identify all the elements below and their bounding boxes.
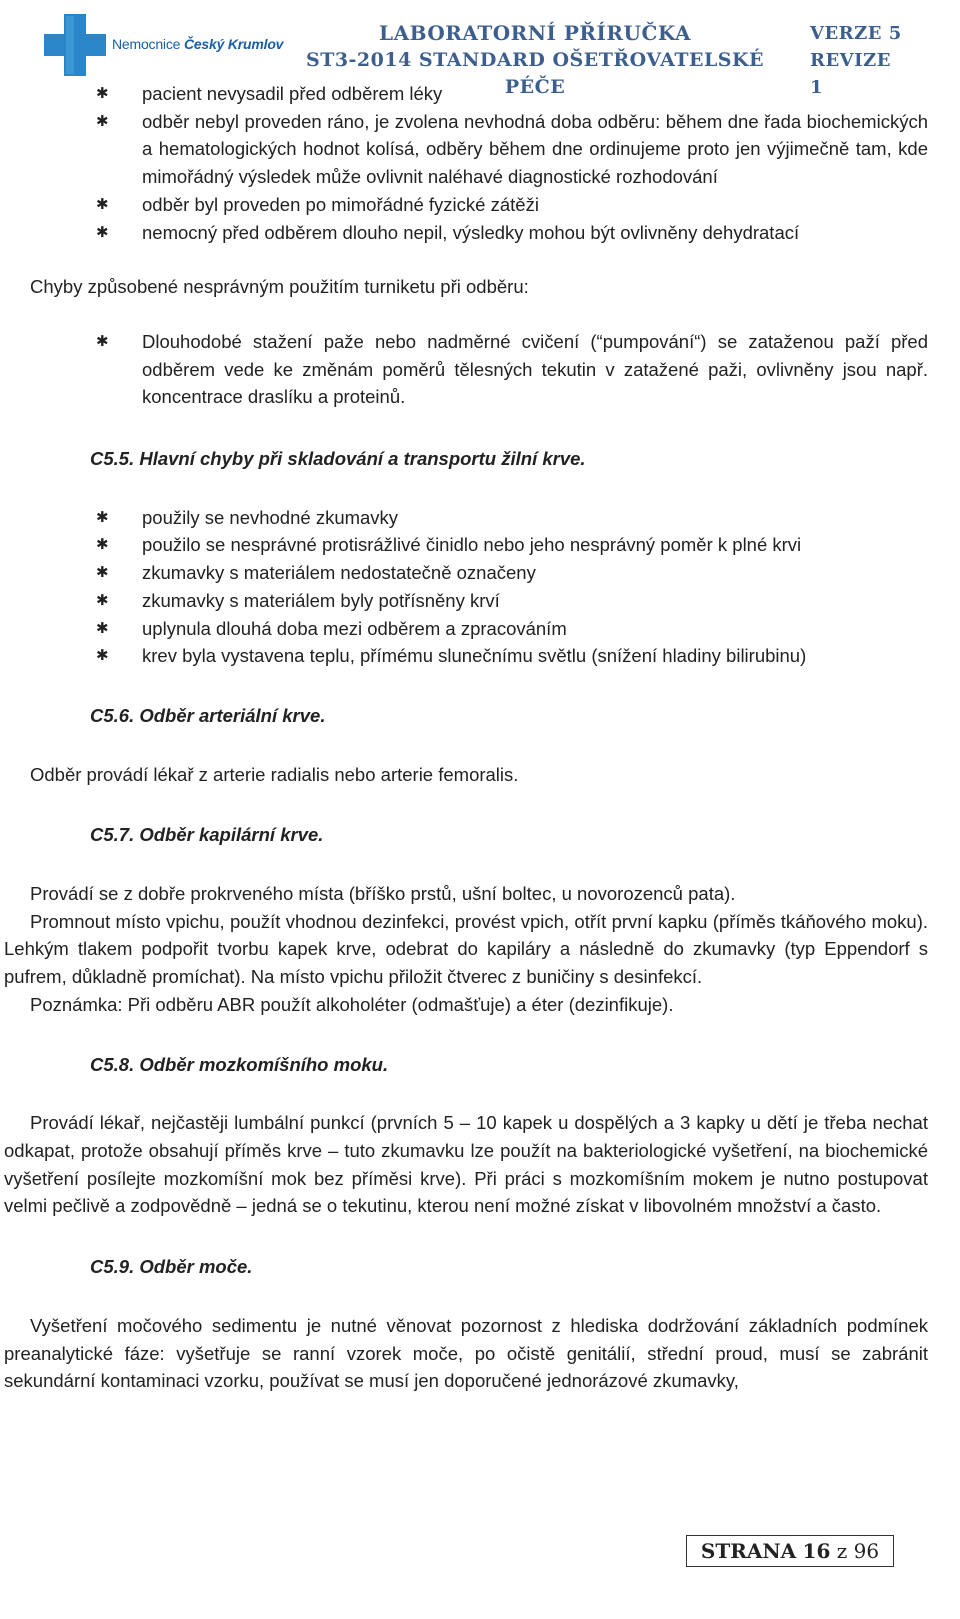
list-item-text: nemocný před odběrem dlouho nepil, výsledky mohou být ovlivněny dehydratací	[142, 221, 800, 243]
asterisk-bullet-icon: ✱	[96, 536, 109, 554]
header-revision: REVIZE 1	[810, 50, 891, 98]
list-item	[0, 559, 960, 587]
section-heading-c5-9: C5.9. Odběr moče.	[90, 1256, 253, 1278]
logo-brand: Český Krumlov	[183, 36, 284, 52]
arterial-text: Odběr provádí lékař z arterie radialis nebo arterie femoralis.	[30, 763, 519, 785]
list-item-text: pacient nevysadil před odběrem léky	[142, 83, 443, 104]
asterisk-bullet-icon: ✱	[96, 619, 109, 637]
list-item	[0, 531, 960, 559]
section-heading-c5-5: C5.5. Hlavní chyby při skladování a transportu žilní krve.	[90, 448, 586, 470]
list-item-text: odběr nebyl proveden ráno, je zvolena nevhodná doba odběru: během dne řada biochemických a hematologických hodnot kolísá, odběry během dne ordinujeme proto jen výjimečně tam, kde mimořádný výsledek může ovlivnit naléhavé diagnostické rozhodování	[142, 110, 928, 188]
list-item	[0, 642, 960, 670]
list-item	[0, 191, 960, 219]
capillary-paragraph-2: Promnout místo vpichu, použít vhodnou dezinfekci, provést vpich, otřít první kapku (příměs tkáňového moku). Lehkým tlakem podpořit tvorbu kapek krve, odebrat do kapiláry a následně do zkumavky (typ Eppendorf s pufrem, důkladně promíchat). Na místo vpichu přiložit čtverec z buničiny s desinfekcí.	[4, 910, 928, 988]
page-of: z	[836, 1539, 848, 1563]
header-title-line2: ST3-2014 STANDARD OŠETŘOVATELSKÉ PÉČE	[305, 49, 765, 98]
asterisk-bullet-icon: ✱	[96, 508, 109, 526]
urine-paragraph: Vyšetření močového sedimentu je nutné věnovat pozornost z hlediska dodržování základních podmínek preanalytické fáze: vyšetřuje se ranní vzorek moče, po očistě genitálií, střední proud, musí se zabránit sekundární kontaminaci vzorku, používat se musí jen doporučené jednorázové zkumavky,	[4, 1314, 928, 1392]
list-item	[0, 615, 960, 643]
asterisk-bullet-icon: ✱	[96, 85, 109, 102]
section-heading-c5-6: C5.6. Odběr arteriální krve.	[90, 704, 326, 726]
asterisk-bullet-icon: ✱	[96, 564, 109, 582]
capillary-note: Poznámka: Při odběru ABR použít alkoholéter (odmašťuje) a éter (dezinfikuje).	[30, 993, 674, 1015]
asterisk-bullet-icon: ✱	[96, 647, 109, 665]
capillary-paragraph-1: Provádí se z dobře prokrveného místa (bříško prstů, ušní boltec, u novorozenců pata).	[30, 883, 736, 905]
logo-prefix: Nemocnice	[112, 36, 181, 52]
csf-paragraph: Provádí lékař, nejčastěji lumbální punkcí (prvních 5 – 10 kapek u dospělých a 3 kapky u dětí je třeba nechat odkapat, protože obsahují příměs krve – tuto zkumavku lze použít na bakteriologické vyšetření, na biochemické vyšetření posílejte mozkomíšní mok bez příměsi krve). Při práci s mozkomíšním mokem je nutno postupovat velmi pečlivě a zodpovědně – jedná se o tekutinu, kterou není možné získat v libovolném množství a často.	[4, 1112, 928, 1217]
list-item	[0, 504, 960, 532]
header-title-line1: LABORATORNÍ PŘÍRUČKA	[379, 21, 691, 45]
document-body	[0, 78, 960, 1395]
tourniquet-heading: Chyby způsobené nesprávným použitím turniketu při odběru:	[30, 276, 529, 298]
asterisk-bullet-icon: ✱	[96, 591, 109, 609]
page-total: 96	[853, 1539, 880, 1563]
page-label: STRANA	[700, 1539, 797, 1563]
list-item	[0, 587, 960, 615]
list-item-text: Dlouhodobé stažení paže nebo nadměrné cvičení (“pumpování“) se zataženou paží před odběrem vede ke změnám poměrů tělesných tekutin v zatažené paži, ovlivněny jsou např. koncentrace draslíku a proteinů.	[142, 330, 928, 408]
page-number-box	[686, 1535, 894, 1567]
list-item-text: použily se nevhodné zkumavky	[142, 506, 399, 528]
logo-text	[112, 36, 283, 52]
section-heading-c5-8: C5.8. Odběr mozkomíšního moku.	[90, 1053, 389, 1075]
asterisk-bullet-icon: ✱	[96, 112, 109, 130]
list-item-text: uplynula dlouhá doba mezi odběrem a zpracováním	[142, 617, 567, 639]
list-item-text: použilo se nesprávné protisrážlivé činidlo nebo jeho nesprávný poměr k plné krvi	[142, 534, 802, 556]
list-item	[0, 80, 960, 108]
section-heading-c5-7: C5.7. Odběr kapilární krve.	[90, 824, 324, 846]
asterisk-bullet-icon: ✱	[96, 332, 109, 350]
list-item-text: krev byla vystavena teplu, přímému slunečnímu světlu (snížení hladiny bilirubinu)	[142, 645, 807, 667]
hospital-cross-logo-icon	[44, 14, 106, 76]
asterisk-bullet-icon: ✱	[96, 195, 109, 213]
header-version: VERZE 5	[810, 23, 902, 44]
page-current: 16	[802, 1539, 831, 1563]
list-item-text: zkumavky s materiálem nedostatečně označeny	[142, 562, 536, 584]
list-item	[0, 328, 960, 411]
asterisk-bullet-icon: ✱	[96, 223, 109, 241]
list-item-text: odběr byl proveden po mimořádné fyzické zátěži	[142, 193, 539, 215]
list-item	[0, 108, 960, 191]
list-item-text: zkumavky s materiálem byly potřísněny krví	[142, 589, 500, 611]
list-item	[0, 219, 960, 247]
